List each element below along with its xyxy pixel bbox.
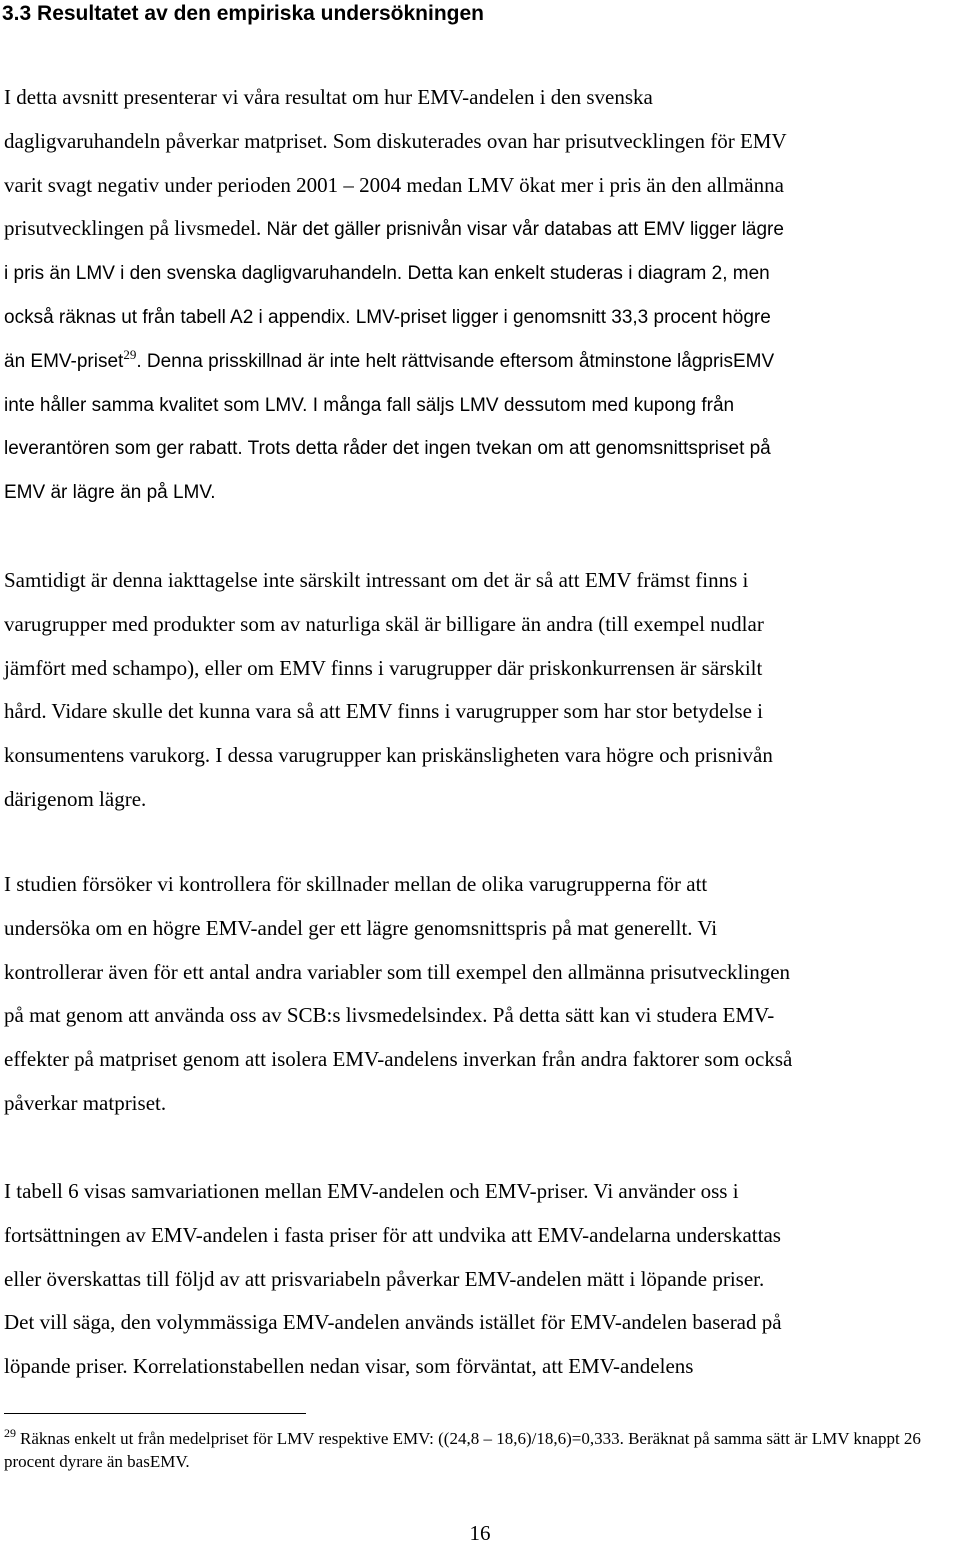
footnote-text: Räknas enkelt ut från medelpriset för LMV respektive EMV: ((24,8 – 18,6)/18,6)=0,333. Beräknat på samma sätt är LMV knappt 26 procent dyrare än basEMV. (4, 1429, 921, 1471)
text-line: fortsättningen av EMV-andelen i fasta priser för att undvika att EMV-andelarna underskattas (4, 1222, 781, 1247)
text-line: konsumentens varukorg. I dessa varugrupper kan priskänsligheten vara högre och prisnivån (4, 743, 773, 768)
text-line: varugrupper med produkter som av naturliga skäl är billigare än andra (till exempel nudlar (4, 611, 764, 636)
text-line: kontrollerar även för ett antal andra variabler som till exempel den allmänna prisutvecklingen (4, 959, 791, 984)
text-line: också räknas ut från tabell A2 i appendix. LMV-priset ligger i genomsnitt 33,3 procent högre (4, 306, 771, 328)
footnote-reference: 29 (123, 346, 137, 362)
section-heading: 3.3 Resultatet av den empiriska undersökningen (2, 2, 484, 25)
text-line: löpande priser. Korrelationstabellen nedan visar, som förväntat, att EMV-andelens (4, 1354, 694, 1379)
footnote-number: 29 (4, 1426, 16, 1440)
text-line: EMV är lägre än på LMV. (4, 482, 216, 504)
text-line: påverkar matpriset. (4, 1090, 167, 1115)
footnote (4, 1427, 954, 1473)
text-line: Det vill säga, den volymmässiga EMV-andelen används istället för EMV-andelen baserad på (4, 1310, 782, 1335)
footnote-divider (4, 1413, 306, 1414)
text-line: prisutvecklingen på livsmedel. När det gäller prisnivån visar vår databas att EMV ligger lägre (4, 216, 784, 241)
page-number: 16 (469, 1521, 491, 1545)
paragraph-interpretation (4, 559, 960, 822)
text-line: I tabell 6 visas samvariationen mellan EMV-andelen och EMV-priser. Vi använder oss i (4, 1179, 739, 1203)
text-line: hård. Vidare skulle det kunna vara så att EMV finns i varugrupper som har stor betydelse i (4, 699, 764, 724)
text-line: leverantören som ger rabatt. Trots detta råder det ingen tvekan om att genomsnittspriset på (4, 438, 771, 460)
text-line: eller överskattas till följd av att prisvariabeln påverkar EMV-andelen mätt i löpande priser. (4, 1266, 765, 1291)
text-line: än EMV-priset$^{29}$. Denna prisskillnad är inte helt rättvisande eftersom åtminstone lågprisEMV (4, 346, 775, 372)
text-line: Samtidigt är denna iakttagelse inte särskilt intressant om det är så att EMV främst finns i (4, 568, 749, 592)
text-line: I studien försöker vi kontrollera för skillnader mellan de olika varugrupperna för att (4, 872, 708, 896)
text-line: dagligvaruhandeln påverkar matpriset. Som diskuterades ovan har prisutvecklingen för EMV (4, 128, 787, 153)
paragraph-results-intro (4, 76, 960, 514)
text-line: I detta avsnitt presenterar vi våra resultat om hur EMV-andelen i den svenska (4, 85, 653, 109)
text-line: effekter på matpriset genom att isolera EMV-andelens inverkan från andra faktorer som också (4, 1047, 793, 1072)
paragraph-method (4, 863, 960, 1126)
text-line: på mat genom att använda oss av SCB:s livsmedelsindex. På detta sätt kan vi studera EMV- (4, 1003, 775, 1028)
text-line: i pris än LMV i den svenska dagligvaruhandeln. Detta kan enkelt studeras i diagram 2, men (4, 263, 770, 285)
text-line: inte håller samma kvalitet som LMV. I många fall säljs LMV dessutom med kupong från (4, 394, 735, 416)
text-line: jämfört med schampo), eller om EMV finns i varugrupper där priskonkurrensen är särskilt (4, 655, 763, 680)
paragraph-correlation (4, 1170, 960, 1389)
text-line: varit svagt negativ under perioden 2001 – 2004 medan LMV ökat mer i pris än den allmänna (4, 172, 784, 197)
text-line: därigenom lägre. (4, 786, 147, 811)
text-line: undersöka om en högre EMV-andel ger ett lägre genomsnittspris på mat generellt. Vi (4, 915, 718, 940)
